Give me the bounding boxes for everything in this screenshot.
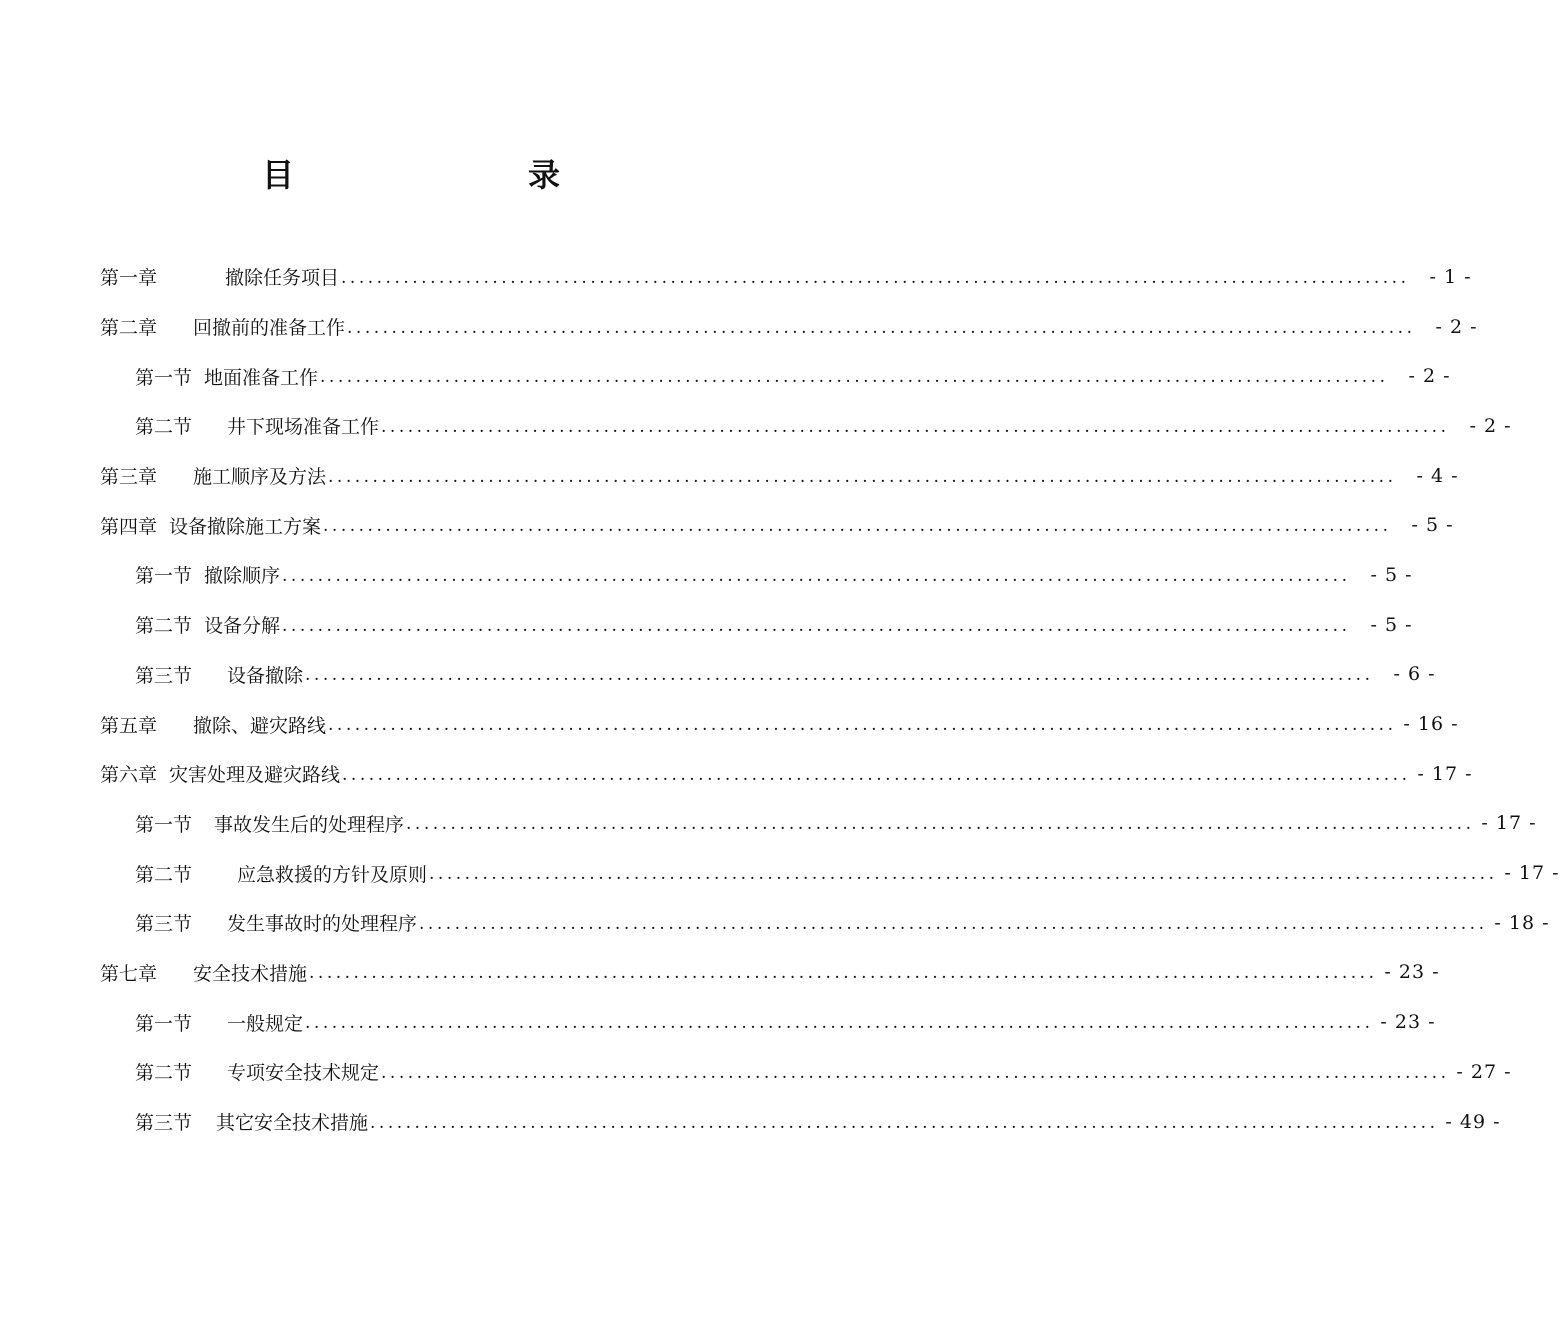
toc-entry-page-number: - 17 - xyxy=(1504,862,1560,885)
toc-entry-title: 一般规定 xyxy=(227,1012,304,1035)
toc-entry-label: 第二节 xyxy=(135,416,193,439)
toc-dot-leader: ........................................................................................................................ xyxy=(381,1062,1450,1083)
toc-entry-title: 灾害处理及避灾路线 xyxy=(169,764,341,787)
toc-entry-section[interactable] xyxy=(0,600,1413,650)
toc-dot-leader: ........................................................................................................................ xyxy=(323,516,1392,537)
toc-dot-leader: ........................................................................................................................ xyxy=(342,764,1411,785)
toc-entry-page-number: - 2 - xyxy=(1435,315,1478,338)
toc-entry-section[interactable] xyxy=(0,848,1560,898)
toc-entry-section[interactable] xyxy=(0,799,1537,849)
toc-entry-label: 第二节 xyxy=(135,1062,193,1085)
toc-dot-leader: ........................................................................................................................ xyxy=(347,317,1416,338)
toc-entry-page-number: - 18 - xyxy=(1494,911,1550,934)
toc-entry-page-number: - 17 - xyxy=(1417,762,1473,785)
toc-dot-leader: ........................................................................................................................ xyxy=(328,466,1397,487)
toc-dot-leader: ........................................................................................................................ xyxy=(309,963,1378,984)
toc-entry-chapter[interactable] xyxy=(0,500,1454,550)
toc-entry-chapter[interactable] xyxy=(0,252,1472,302)
toc-dot-leader: ........................................................................................................................ xyxy=(429,864,1498,885)
toc-entry-section[interactable] xyxy=(0,401,1512,451)
toc-entry-page-number: - 5 - xyxy=(1370,563,1413,586)
toc-heading-left: 目 xyxy=(262,156,295,194)
toc-dot-leader: ........................................................................................................................ xyxy=(305,1013,1374,1034)
toc-entry-chapter[interactable] xyxy=(0,302,1478,352)
toc-entry-page-number: - 6 - xyxy=(1393,663,1436,686)
toc-heading-right: 录 xyxy=(528,156,561,194)
toc-dot-leader: ........................................................................................................................ xyxy=(282,565,1351,586)
toc-entry-title: 地面准备工作 xyxy=(204,366,319,389)
toc-heading xyxy=(0,150,950,200)
toc-entry-section[interactable] xyxy=(0,898,1550,948)
toc-dot-leader: ........................................................................................................................ xyxy=(406,814,1475,835)
toc-entry-label: 第四章 xyxy=(100,515,158,538)
toc-entry-title: 事故发生后的处理程序 xyxy=(214,813,405,836)
toc-entry-title: 井下现场准备工作 xyxy=(227,416,380,439)
toc-dot-leader: ........................................................................................................................ xyxy=(341,267,1410,288)
toc-entry-section[interactable] xyxy=(0,650,1436,700)
toc-entry-page-number: - 1 - xyxy=(1429,265,1472,288)
toc-dot-leader: ........................................................................................................................ xyxy=(370,1112,1439,1133)
toc-dot-leader: ........................................................................................................................ xyxy=(320,367,1389,388)
toc-entry-page-number: - 23 - xyxy=(1380,1011,1436,1034)
toc-entry-section[interactable] xyxy=(0,1047,1512,1097)
toc-entry-label: 第三节 xyxy=(135,913,193,936)
toc-entry-chapter[interactable] xyxy=(0,451,1459,501)
toc-entry-page-number: - 2 - xyxy=(1408,365,1451,388)
toc-entry-title: 回撤前的准备工作 xyxy=(193,317,346,340)
toc-entry-page-number: - 23 - xyxy=(1384,961,1440,984)
toc-entry-label: 第二章 xyxy=(100,317,158,340)
toc-entry-title: 设备分解 xyxy=(204,615,281,638)
toc-dot-leader: ........................................................................................................................ xyxy=(328,715,1397,736)
toc-entry-page-number: - 5 - xyxy=(1370,613,1413,636)
toc-entry-label: 第六章 xyxy=(100,764,158,787)
toc-entry-title: 发生事故时的处理程序 xyxy=(227,913,418,936)
toc-entry-title: 设备撤除 xyxy=(227,664,304,687)
toc-entry-title: 设备撤除施工方案 xyxy=(169,515,322,538)
toc-entry-title: 撤除顺序 xyxy=(204,565,281,588)
toc-entry-label: 第三节 xyxy=(135,664,193,687)
toc-entry-page-number: - 27 - xyxy=(1456,1060,1512,1083)
toc-entry-page-number: - 5 - xyxy=(1411,514,1454,537)
toc-entry-label: 第二节 xyxy=(135,615,193,638)
toc-dot-leader: ........................................................................................................................ xyxy=(282,615,1351,636)
toc-entry-section[interactable] xyxy=(0,997,1436,1047)
toc-entry-chapter[interactable] xyxy=(0,699,1459,749)
toc-entry-label: 第一节 xyxy=(135,366,193,389)
toc-entry-page-number: - 16 - xyxy=(1403,713,1459,736)
toc-entry-section[interactable] xyxy=(0,550,1413,600)
toc-dot-leader: ........................................................................................................................ xyxy=(381,416,1450,437)
toc-entry-page-number: - 49 - xyxy=(1445,1110,1501,1133)
toc-dot-leader: ........................................................................................................................ xyxy=(419,913,1488,934)
toc-entry-label: 第三章 xyxy=(100,466,158,489)
toc-entry-title: 安全技术措施 xyxy=(193,962,308,985)
toc-entry-label: 第五章 xyxy=(100,714,158,737)
toc-entry-label: 第七章 xyxy=(100,962,158,985)
toc-entry-title: 撤除、避灾路线 xyxy=(193,714,327,737)
toc-entry-title: 施工顺序及方法 xyxy=(193,466,327,489)
toc-entry-title: 其它安全技术措施 xyxy=(216,1112,369,1135)
toc-entry-title: 撤除任务项目 xyxy=(225,267,340,290)
toc-entry-label: 第一章 xyxy=(100,267,158,290)
toc-entry-section[interactable] xyxy=(0,351,1451,401)
toc-entry-chapter[interactable] xyxy=(0,948,1440,998)
toc-entry-label: 第三节 xyxy=(135,1112,193,1135)
toc-entry-label: 第一节 xyxy=(135,565,193,588)
toc-entry-label: 第一节 xyxy=(135,813,193,836)
toc-dot-leader: ........................................................................................................................ xyxy=(305,665,1374,686)
toc-entry-page-number: - 17 - xyxy=(1481,812,1537,835)
table-of-contents xyxy=(0,252,1560,1146)
toc-entry-label: 第一节 xyxy=(135,1012,193,1035)
toc-entry-page-number: - 4 - xyxy=(1416,464,1459,487)
toc-entry-title: 专项安全技术规定 xyxy=(227,1062,380,1085)
toc-entry-section[interactable] xyxy=(0,1097,1501,1147)
toc-entry-chapter[interactable] xyxy=(0,749,1473,799)
toc-entry-page-number: - 2 - xyxy=(1469,414,1512,437)
toc-entry-title: 应急救援的方针及原则 xyxy=(237,863,428,886)
toc-entry-label: 第二节 xyxy=(135,863,193,886)
